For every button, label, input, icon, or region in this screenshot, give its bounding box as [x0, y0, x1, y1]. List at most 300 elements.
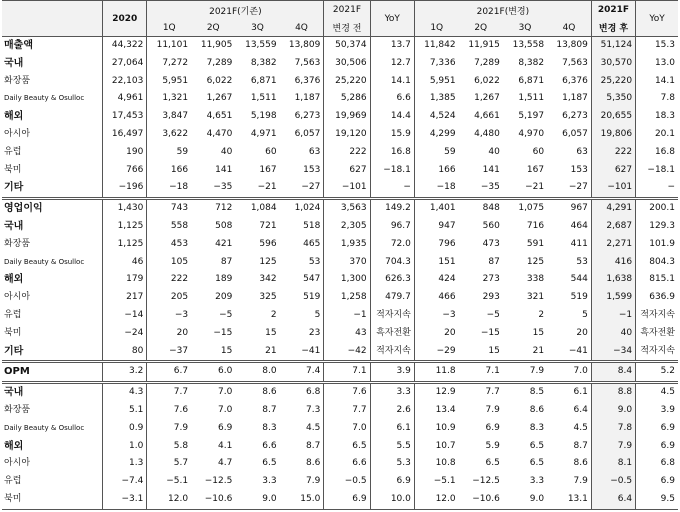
table-cell: −41: [547, 343, 591, 362]
table-cell: 222: [591, 144, 635, 162]
table-cell: 4,661: [474, 111, 500, 122]
table-row: [2, 199, 678, 218]
table-cell: 6.9: [636, 473, 678, 491]
table-cell: −: [370, 179, 414, 198]
table-cell: 40: [591, 325, 635, 343]
table-cell: 5: [582, 309, 588, 320]
table-cell: 흑자전환: [370, 325, 414, 343]
table-cell: −1: [324, 307, 370, 325]
table-cell: 1,511: [518, 93, 545, 104]
table-cell: 465: [303, 238, 321, 249]
row-label: Daily Beauty & Osulloc: [4, 423, 85, 432]
table-cell: 1,187: [562, 93, 588, 104]
header-group-prev: 2021F(기존): [147, 1, 324, 20]
table-cell: −101: [324, 179, 370, 198]
table-row: [2, 438, 678, 456]
table-cell: 6,057: [562, 128, 588, 139]
header-fy-new-top: 2021F: [591, 1, 635, 20]
table-cell: 1,511: [250, 93, 277, 104]
table-cell: 15.0: [300, 493, 321, 504]
table-cell: 6.1: [573, 387, 588, 398]
table-cell: 1,599: [591, 289, 635, 307]
table-cell: 967: [570, 203, 588, 214]
table-cell: 547: [303, 274, 321, 285]
row-label: 화장품: [4, 404, 31, 415]
table-cell: −3.1: [103, 491, 147, 509]
table-cell: 4,470: [206, 128, 233, 139]
table-cell: 20: [576, 327, 588, 338]
table-cell: 519: [303, 292, 321, 303]
table-cell: 6.5: [529, 458, 545, 469]
table-cell: −196: [103, 179, 147, 198]
table-cell: 5,951: [414, 73, 458, 91]
header-prev-2q: 2Q: [191, 19, 235, 37]
table-cell: 9.0: [591, 402, 635, 420]
table-cell: 273: [482, 274, 500, 285]
table-cell: 13.0: [636, 55, 678, 73]
table-cell: 560: [482, 220, 500, 231]
table-cell: 200.1: [636, 199, 678, 218]
table-cell: 636.9: [636, 289, 678, 307]
table-cell: 60: [265, 146, 277, 157]
row-label: 북미: [4, 493, 22, 504]
table-cell: 5.9: [485, 440, 500, 451]
table-cell: 6.9: [636, 420, 678, 438]
table-cell: 14.1: [636, 73, 678, 91]
table-cell: 12.0: [147, 491, 191, 509]
table-cell: −0.5: [324, 473, 370, 491]
table-cell: 11,842: [414, 37, 458, 55]
table-cell: 19,969: [324, 108, 370, 126]
table-cell: 6.8: [306, 387, 321, 398]
table-cell: 46: [103, 254, 147, 272]
table-cell: 293: [482, 292, 500, 303]
table-cell: 766: [103, 162, 147, 180]
table-cell: 3.3: [529, 476, 545, 487]
table-cell: −18.1: [370, 162, 414, 180]
table-cell: 3.9: [636, 402, 678, 420]
table-cell: 167: [259, 164, 277, 175]
row-label: 화장품: [4, 238, 31, 249]
table-cell: 43: [324, 325, 370, 343]
table-row: [2, 383, 678, 402]
header-prev-4q: 4Q: [280, 19, 324, 37]
table-cell: −5: [219, 309, 233, 320]
header-prev-3q: 3Q: [235, 19, 279, 37]
row-label: 유럽: [4, 476, 22, 487]
table-cell: 6,376: [294, 75, 321, 86]
table-cell: 7.9: [573, 476, 588, 487]
table-cell: 80: [103, 343, 147, 362]
table-cell: 190: [103, 144, 147, 162]
table-cell: 7.8: [636, 90, 678, 108]
table-cell: 10.0: [370, 491, 414, 509]
table-cell: 13.7: [370, 37, 414, 55]
table-row: [2, 325, 678, 343]
table-cell: 1,187: [294, 93, 321, 104]
table-cell: 7.3: [306, 404, 321, 415]
table-cell: 3.9: [370, 362, 414, 383]
header-group-new: 2021F(변경): [414, 1, 591, 20]
row-label: 매출액: [4, 40, 33, 51]
table-cell: 4,970: [518, 128, 545, 139]
table-cell: 18.3: [636, 108, 678, 126]
table-cell: 627: [591, 162, 635, 180]
table-row: [2, 37, 678, 55]
table-cell: 626.3: [370, 271, 414, 289]
table-cell: 3.3: [262, 476, 277, 487]
table-cell: 7.1: [324, 362, 370, 383]
table-cell: 167: [526, 164, 545, 175]
table-cell: 4,651: [206, 111, 233, 122]
table-row: [2, 90, 678, 108]
table-cell: 11.8: [414, 362, 458, 383]
table-cell: 5.2: [636, 362, 678, 383]
table-row: [2, 307, 678, 325]
table-row: [2, 473, 678, 491]
table-cell: −1: [591, 307, 635, 325]
table-cell: 222: [324, 144, 370, 162]
table-cell: 10.9: [414, 420, 458, 438]
table-cell: 8.6: [262, 387, 277, 398]
table-cell: 7.7: [324, 402, 370, 420]
table-cell: 96.7: [370, 218, 414, 236]
table-cell: 9.5: [636, 491, 678, 509]
table-cell: 적자지속: [370, 307, 414, 325]
table-cell: −29: [414, 343, 458, 362]
table-row: [2, 126, 678, 144]
table-cell: 7.0: [324, 420, 370, 438]
table-cell: 338: [526, 274, 545, 285]
table-cell: 716: [526, 220, 545, 231]
table-cell: 151: [414, 254, 458, 272]
table-cell: 2,687: [591, 218, 635, 236]
table-cell: 6.9: [370, 473, 414, 491]
table-cell: 50,374: [324, 37, 370, 55]
table-cell: 6,022: [206, 75, 233, 86]
table-cell: 4,961: [103, 90, 147, 108]
table-cell: 153: [570, 164, 588, 175]
table-cell: −18: [147, 179, 191, 198]
table-row: [2, 218, 678, 236]
table-row: [2, 162, 678, 180]
header-fy-prev-top: 2021F: [324, 1, 370, 20]
table-cell: 9.0: [529, 493, 545, 504]
table-cell: 544: [570, 274, 588, 285]
table-cell: 411: [570, 238, 588, 249]
table-row: [2, 491, 678, 509]
table-cell: 6.5: [485, 458, 500, 469]
row-label: 기타: [2, 179, 103, 198]
table-cell: 적자지속: [636, 307, 678, 325]
table-cell: 7,289: [474, 57, 500, 68]
table-cell: 20,655: [591, 108, 635, 126]
table-header: [2, 1, 678, 37]
table-row: [2, 108, 678, 126]
table-cell: 13,558: [512, 40, 545, 50]
table-cell: 518: [303, 220, 321, 231]
table-cell: 8,382: [518, 57, 545, 68]
table-cell: 2: [270, 309, 277, 320]
table-cell: 3.3: [370, 383, 414, 402]
table-cell: −27: [280, 179, 324, 198]
table-cell: 1.3: [103, 455, 147, 473]
table-cell: 7,289: [206, 57, 233, 68]
table-cell: 59: [414, 144, 458, 162]
table-cell: 558: [147, 218, 191, 236]
table-cell: 20: [414, 325, 458, 343]
table-cell: 8.1: [591, 455, 635, 473]
table-cell: 6.5: [529, 440, 545, 451]
table-cell: 7,563: [294, 57, 321, 68]
table-cell: 53: [576, 256, 588, 267]
table-cell: 7,272: [147, 55, 191, 73]
row-label: 기타: [2, 343, 103, 362]
table-cell: 6.9: [636, 438, 678, 456]
table-cell: 519: [570, 292, 588, 303]
row-label: 유럽: [4, 309, 22, 320]
table-cell: −0.5: [591, 473, 635, 491]
table-cell: 8.6: [573, 458, 588, 469]
table-cell: −10.6: [204, 493, 233, 504]
table-cell: 8.4: [591, 362, 635, 383]
table-cell: 4,480: [474, 128, 500, 139]
table-cell: 7.7: [147, 383, 191, 402]
table-cell: −41: [280, 343, 324, 362]
table-cell: 8.8: [591, 383, 635, 402]
table-cell: 804.3: [636, 254, 678, 272]
row-label: 국내: [4, 57, 24, 69]
table-cell: 7.4: [280, 362, 324, 383]
table-cell: 815.1: [636, 271, 678, 289]
table-cell: 5.8: [147, 438, 191, 456]
row-label: 화장품: [4, 75, 31, 86]
table-cell: 8.3: [262, 422, 277, 433]
table-cell: 15.9: [370, 126, 414, 144]
table-cell: 721: [259, 220, 277, 231]
header-2020: 2020: [103, 1, 147, 37]
table-cell: 7.7: [485, 387, 500, 398]
table-cell: 6.9: [324, 491, 370, 509]
table-cell: 342: [259, 274, 277, 285]
table-cell: 466: [414, 289, 458, 307]
table-cell: −10.6: [472, 493, 500, 504]
table-cell: 508: [215, 220, 233, 231]
table-cell: 6.6: [324, 455, 370, 473]
table-cell: 1,430: [103, 199, 147, 218]
table-row: [2, 402, 678, 420]
row-label: 국내: [4, 220, 24, 232]
table-row: [2, 236, 678, 254]
table-cell: 6.8: [636, 455, 678, 473]
table-row: [2, 55, 678, 73]
table-cell: 5.1: [103, 402, 147, 420]
table-cell: 6,376: [562, 75, 588, 86]
table-cell: 1,385: [414, 90, 458, 108]
table-cell: 6,273: [294, 111, 321, 122]
table-cell: 7.9: [147, 420, 191, 438]
row-label: 북미: [4, 164, 22, 175]
table-cell: 13.1: [567, 493, 588, 504]
table-cell: −15: [213, 327, 233, 338]
table-cell: 1,935: [324, 236, 370, 254]
table-cell: −18: [414, 179, 458, 198]
row-label: 해외: [4, 440, 24, 452]
table-cell: 흑자전환: [636, 325, 678, 343]
table-cell: 8.7: [306, 440, 321, 451]
table-cell: 1,125: [103, 218, 147, 236]
table-body: [2, 37, 678, 510]
header-new-3q: 3Q: [503, 19, 547, 37]
table-cell: −21: [503, 179, 547, 198]
table-cell: 15.3: [636, 37, 678, 55]
table-cell: 40: [220, 146, 233, 157]
table-cell: 464: [570, 220, 588, 231]
table-cell: 325: [259, 292, 277, 303]
table-cell: 15: [265, 327, 277, 338]
table-cell: 6.5: [262, 458, 277, 469]
table-cell: 6,871: [518, 75, 545, 86]
table-cell: 6.6: [370, 90, 414, 108]
table-cell: 16,497: [103, 126, 147, 144]
header-new-2q: 2Q: [459, 19, 503, 37]
table-cell: 14.1: [370, 73, 414, 91]
table-cell: 51,124: [591, 37, 635, 55]
table-cell: 473: [482, 238, 500, 249]
table-cell: 205: [147, 289, 191, 307]
table-cell: 6.1: [370, 420, 414, 438]
table-cell: 12.9: [414, 383, 458, 402]
table-cell: 19,806: [591, 126, 635, 144]
table-row: [2, 254, 678, 272]
table-cell: 424: [414, 271, 458, 289]
table-cell: 3,563: [324, 199, 370, 218]
table-cell: 627: [324, 162, 370, 180]
table-cell: 6.5: [324, 438, 370, 456]
table-cell: 8.3: [529, 422, 545, 433]
table-cell: 5.7: [147, 455, 191, 473]
table-cell: 1,267: [474, 93, 500, 104]
table-cell: 8.7: [573, 440, 588, 451]
table-cell: −14: [103, 307, 147, 325]
table-cell: 6.4: [573, 404, 588, 415]
table-cell: 6,057: [294, 128, 321, 139]
table-cell: 166: [414, 162, 458, 180]
earnings-forecast-table: [2, 0, 678, 510]
table-cell: 125: [526, 256, 545, 267]
table-cell: 4,971: [250, 128, 277, 139]
table-cell: −: [636, 179, 678, 198]
table-cell: 30,506: [324, 55, 370, 73]
table-cell: 5,951: [147, 73, 191, 91]
table-cell: 7.6: [324, 383, 370, 402]
table-cell: 72.0: [370, 236, 414, 254]
table-cell: 87: [220, 256, 233, 267]
table-cell: 16.8: [636, 144, 678, 162]
table-cell: 11,101: [147, 37, 191, 55]
table-cell: −5.1: [147, 473, 191, 491]
table-cell: −27: [547, 179, 591, 198]
table-cell: 59: [147, 144, 191, 162]
row-label: OPM: [2, 362, 103, 383]
table-cell: 5,198: [250, 111, 277, 122]
table-cell: 105: [147, 254, 191, 272]
header-yoy-new: YoY: [636, 1, 678, 37]
table-cell: 7.6: [147, 402, 191, 420]
table-cell: 10.7: [414, 438, 458, 456]
table-cell: 7.9: [591, 438, 635, 456]
table-cell: −18.1: [636, 162, 678, 180]
table-cell: 3.2: [103, 362, 147, 383]
table-cell: 4,524: [414, 108, 458, 126]
table-cell: 7.8: [591, 420, 635, 438]
table-cell: −5.1: [414, 473, 458, 491]
table-cell: 209: [215, 292, 233, 303]
table-cell: −24: [103, 325, 147, 343]
table-cell: 8.6: [529, 404, 545, 415]
table-cell: 129.3: [636, 218, 678, 236]
table-cell: 4.3: [103, 383, 147, 402]
table-cell: 1,638: [591, 271, 635, 289]
table-cell: 189: [215, 274, 233, 285]
table-cell: 101.9: [636, 236, 678, 254]
table-cell: 6,022: [474, 75, 500, 86]
table-cell: 3,847: [147, 108, 191, 126]
table-cell: 13.4: [414, 402, 458, 420]
table-cell: 370: [324, 254, 370, 272]
table-cell: −34: [591, 343, 635, 362]
table-cell: 8,382: [250, 57, 277, 68]
table-row: [2, 362, 678, 383]
table-cell: 479.7: [370, 289, 414, 307]
table-cell: 1,267: [206, 93, 233, 104]
table-cell: 22,103: [103, 73, 147, 91]
table-cell: 8.0: [235, 362, 279, 383]
table-cell: 6,871: [250, 75, 277, 86]
table-cell: −101: [591, 179, 635, 198]
row-label: 해외: [4, 274, 24, 286]
table-cell: −42: [324, 343, 370, 362]
table-cell: 5: [314, 309, 321, 320]
table-cell: 1.0: [103, 438, 147, 456]
header-prev-1q: 1Q: [147, 19, 191, 37]
table-cell: 4.5: [636, 383, 678, 402]
table-cell: 1,024: [294, 203, 321, 214]
table-cell: −12.5: [472, 476, 500, 487]
table-cell: −12.5: [204, 476, 233, 487]
table-cell: 217: [103, 289, 147, 307]
table-cell: 141: [482, 164, 500, 175]
table-cell: −7.4: [103, 473, 147, 491]
table-cell: 40: [488, 146, 500, 157]
table-cell: 7.1: [459, 362, 503, 383]
table-cell: −3: [147, 307, 191, 325]
table-cell: 1,300: [324, 271, 370, 289]
row-label: 영업이익: [4, 203, 43, 215]
table-cell: 1,075: [518, 203, 545, 214]
header-yoy-prev: YoY: [370, 1, 414, 37]
table-cell: 13,809: [556, 40, 588, 50]
table-cell: 5.5: [370, 438, 414, 456]
table-cell: 19,120: [324, 126, 370, 144]
table-cell: 적자지속: [636, 343, 678, 362]
table-cell: 2,305: [324, 218, 370, 236]
row-label: Daily Beauty & Osulloc: [4, 94, 85, 103]
table-cell: 63: [308, 146, 321, 157]
table-cell: 7.0: [547, 362, 591, 383]
table-cell: 5.3: [370, 455, 414, 473]
table-cell: 13,559: [245, 40, 277, 50]
